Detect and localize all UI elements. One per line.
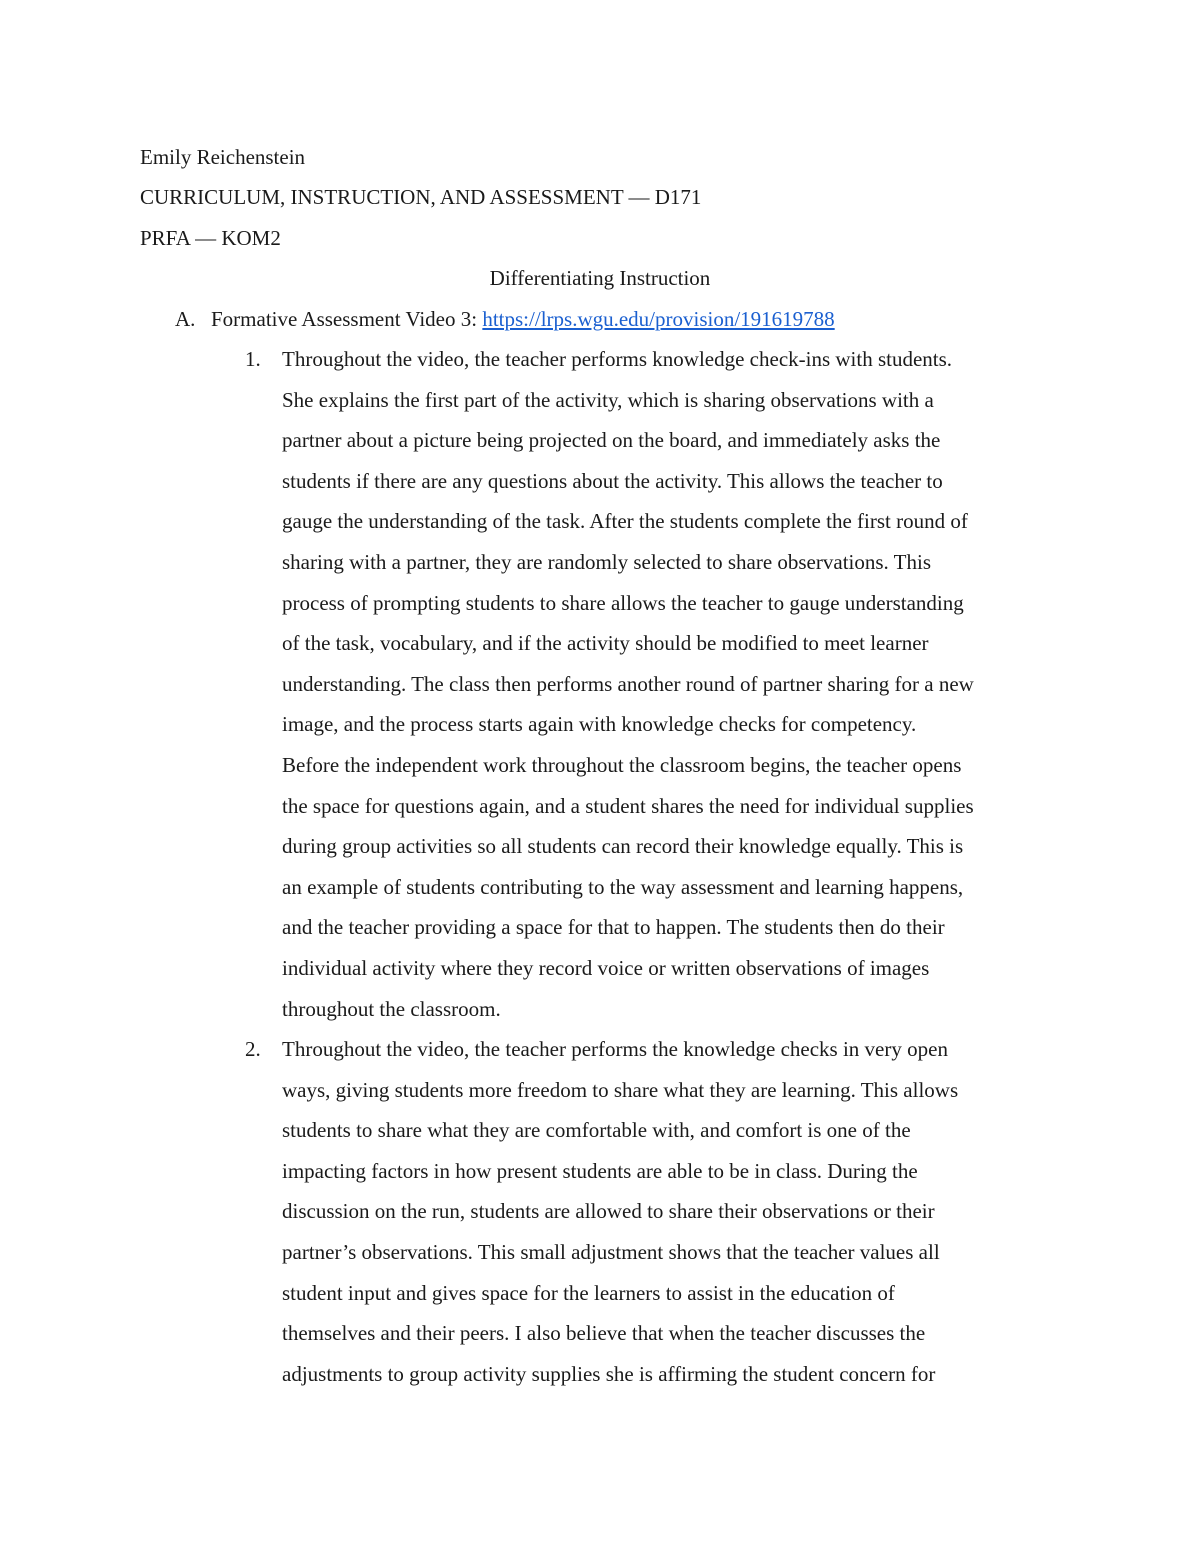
text-line: sharing with a partner, they are randomly selected to share observations. This: [282, 549, 931, 574]
video-link[interactable]: https://lrps.wgu.edu/provision/191619788: [482, 307, 835, 331]
text-line: and the teacher providing a space for that to happen. The students then do their: [282, 915, 945, 940]
text-line: Throughout the video, the teacher performs the knowledge checks in very open: [282, 1037, 948, 1061]
text-line: process of prompting students to share allows the teacher to gauge understanding: [282, 590, 964, 615]
text-line: during group activities so all students can record their knowledge equally. This is: [282, 834, 964, 859]
task-code: PRFA — KOM2: [140, 226, 281, 250]
list-item-body: [282, 339, 1072, 1029]
text-line: She explains the first part of the activity, which is sharing observations with a: [282, 387, 934, 412]
text-line: of the task, vocabulary, and if the activity should be modified to meet learner: [282, 631, 929, 656]
text-line: ways, giving students more freedom to share what they are learning. This allows: [282, 1077, 959, 1102]
text-line: partner’s observations. This small adjustment shows that the teacher values all: [282, 1239, 940, 1264]
text-line: gauge the understanding of the task. After the students complete the first round of: [282, 509, 968, 534]
text-line: understanding. The class then performs another round of partner sharing for a new: [282, 671, 974, 696]
text-line: discussion on the run, students are allowed to share their observations or their: [282, 1199, 935, 1224]
text-line: individual activity where they record voice or written observations of images: [282, 955, 930, 980]
list-item-number: 1.: [245, 347, 261, 371]
text-line: students to share what they are comfortable with, and comfort is one of the: [282, 1118, 911, 1143]
list-item-number: 2.: [245, 1037, 261, 1061]
text-line: themselves and their peers. I also believe that when the teacher discusses the: [282, 1321, 926, 1346]
text-line: adjustments to group activity supplies she is affirming the student concern for: [282, 1361, 936, 1386]
text-line: throughout the classroom.: [282, 996, 501, 1021]
list-item-body: [282, 1029, 1072, 1394]
text-line: student input and gives space for the learners to assist in the education of: [282, 1280, 895, 1305]
text-line: Before the independent work throughout the classroom begins, the teacher opens: [282, 752, 962, 777]
text-line: an example of students contributing to the way assessment and learning happens,: [282, 874, 964, 899]
text-line: impacting factors in how present students are able to be in class. During the: [282, 1158, 918, 1183]
document-title: Differentiating Instruction: [489, 266, 711, 290]
section-a-label: Formative Assessment Video 3:: [211, 307, 483, 331]
author-name: Emily Reichenstein: [140, 145, 306, 169]
text-line: image, and the process starts again with knowledge checks for competency.: [282, 712, 917, 737]
text-line: Throughout the video, the teacher performs knowledge check-ins with students.: [282, 347, 953, 371]
text-line: the space for questions again, and a student shares the need for individual supplies: [282, 793, 974, 818]
text-line: students if there are any questions about the activity. This allows the teacher to: [282, 468, 943, 493]
section-a-heading: [211, 299, 835, 340]
section-a-marker: A.: [175, 307, 196, 331]
course-title: CURRICULUM, INSTRUCTION, AND ASSESSMENT — D171: [140, 185, 702, 209]
text-line: partner about a picture being projected on the board, and immediately asks the: [282, 428, 941, 453]
